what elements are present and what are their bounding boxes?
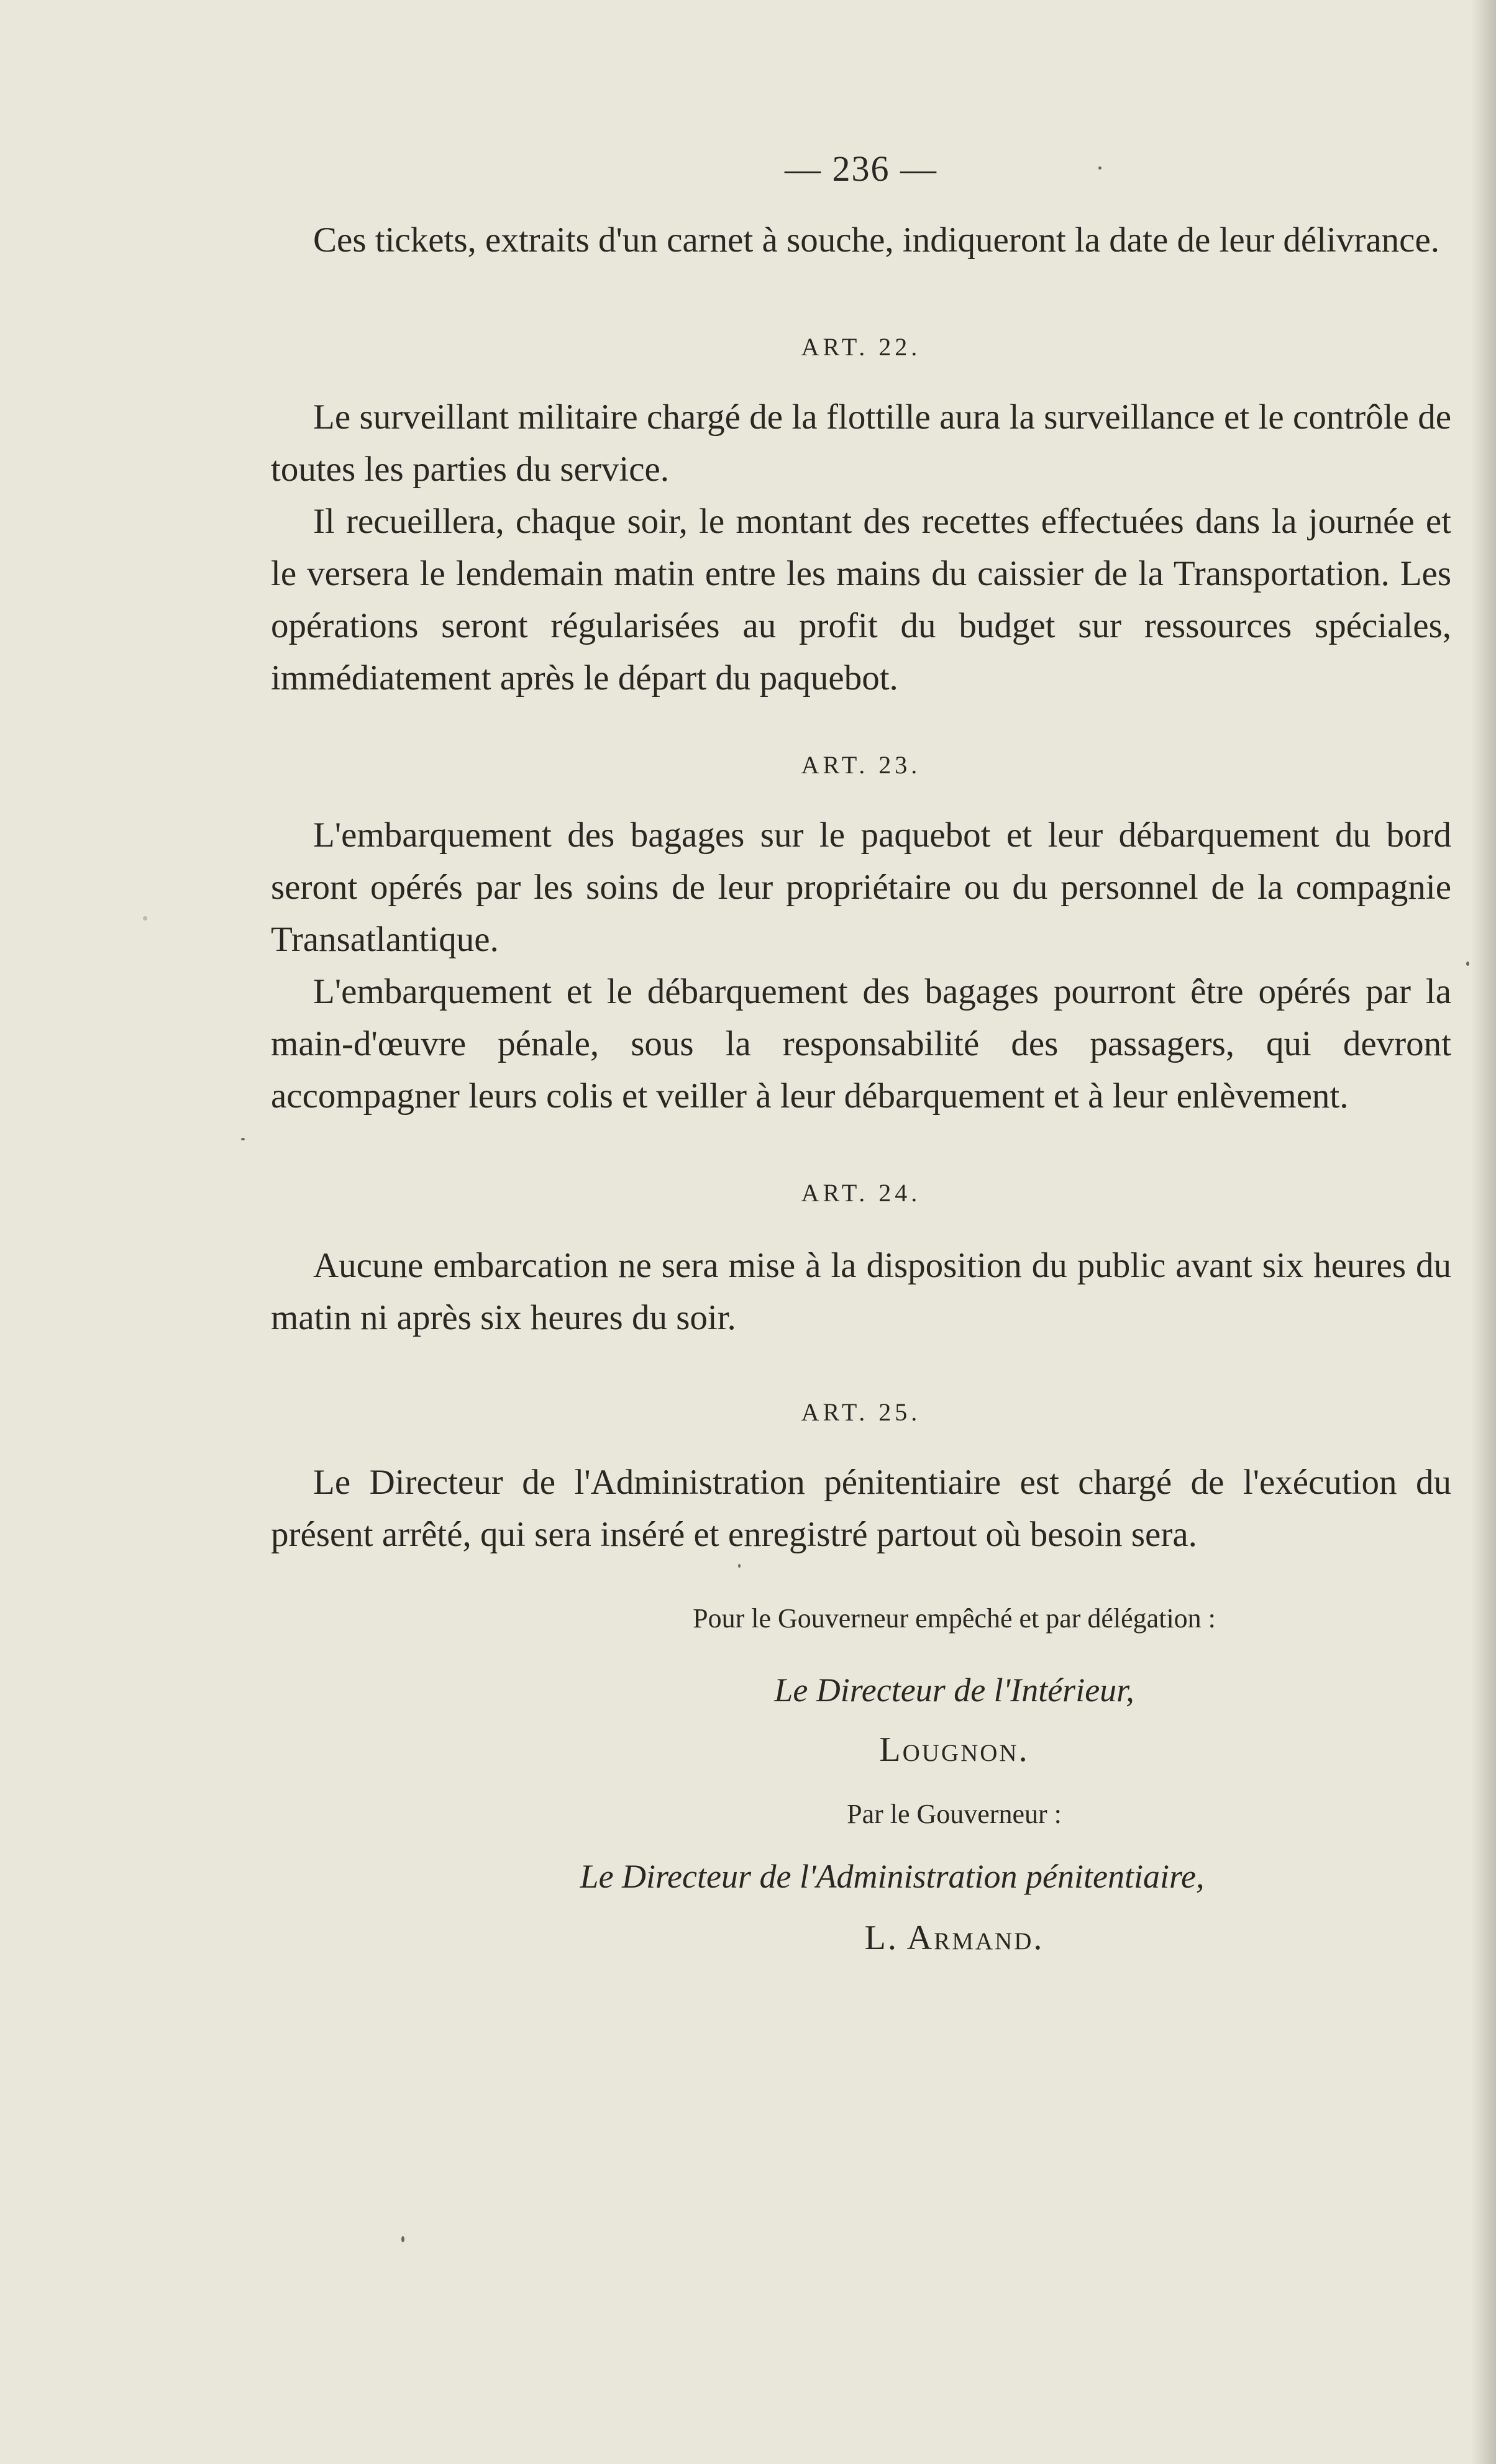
paper-speck: [1466, 962, 1469, 966]
page-edge-shadow: [1471, 0, 1496, 2464]
paragraph-text: Il recueillera, chaque soir, le montant des recettes effectuées dans la journée et le versera le lendemain matin entre les mains du caissier de la Transportation. Les opérations seront régularisées au profit du budget sur ressources spéciales, immédiatement après le départ du paquebot.: [271, 502, 1451, 698]
paragraph-text: Le surveillant militaire chargé de la flottille aura la surveillance et le contrôle de toutes les parties du service.: [271, 398, 1451, 489]
paper-speck: [241, 1138, 245, 1140]
signature-name-armand: L. Armand.: [864, 1919, 1044, 1957]
page-number: — 236 —: [785, 148, 937, 189]
article-heading-24: ART. 24.: [801, 1179, 921, 1207]
signature-par-gouverneur: Par le Gouverneur :: [847, 1799, 1062, 1829]
signature-name-lougnon: Lougnon.: [879, 1730, 1029, 1769]
article-heading-22: ART. 22.: [801, 333, 921, 361]
signature-delegation-line: Pour le Gouverneur empêché et par délégation :: [693, 1603, 1216, 1634]
article-heading-23: ART. 23.: [801, 751, 921, 779]
signature-title-administration: Le Directeur de l'Administration pénitentiaire,: [580, 1858, 1205, 1895]
article-25-body: [271, 1457, 1451, 1561]
signature-title-interieur: Le Directeur de l'Intérieur,: [774, 1671, 1134, 1709]
paragraph-text: Le Directeur de l'Administration pénitentiaire est chargé de l'exécution du présent arrêté, qui sera inséré et enregistré partout où besoin sera.: [271, 1463, 1451, 1554]
paragraph-text: Ces tickets, extraits d'un carnet à souche, indiqueront la date de leur délivrance.: [313, 220, 1440, 260]
article-24-body: [271, 1240, 1451, 1344]
article-23-body: [271, 809, 1451, 1122]
paper-speck: [143, 916, 147, 921]
article-22-body: [271, 391, 1451, 704]
paragraph-text: Aucune embarcation ne sera mise à la disposition du public avant six heures du matin ni après six heures du soir.: [271, 1246, 1451, 1337]
paragraph-text: L'embarquement et le débarquement des bagages pourront être opérés par la main-d'œuvre pénale, sous la responsabilité des passagers, qui devront accompagner leurs colis et veiller à leur débarquement et à leur enlèvement.: [271, 972, 1451, 1116]
paper-speck: [1098, 166, 1101, 170]
paragraph-text: L'embarquement des bagages sur le paquebot et leur débarquement du bord seront opérés par les soins de leur propriétaire ou du personnel de la compagnie Transatlantique.: [271, 816, 1451, 959]
article-heading-25: ART. 25.: [801, 1398, 921, 1426]
paper-speck: [738, 1564, 741, 1568]
paragraph-tickets: [271, 214, 1451, 266]
paper-speck: [401, 2236, 404, 2242]
